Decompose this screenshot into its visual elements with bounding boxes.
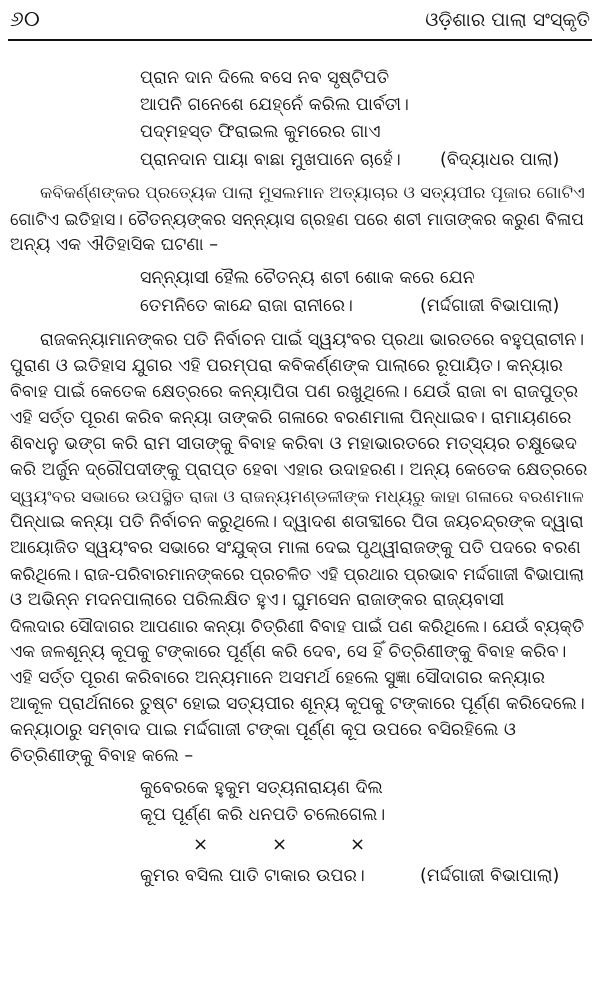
verse-line: ସନ୍ନ୍ୟାସୀ ହୈଲ ଚୈତନ୍ୟ ଶଚୀ ଶୋକ କରେ ଯେନ [140,268,475,288]
verse-line: ପଦ୍ମହସ୍ତ ଫିରାଇଲ କୁମରେର ଗାଏ [140,122,381,142]
paragraph-line: ଦିଲଦାର ସୌଦାଗର ଆପଣାର କନ୍ୟା ଚିତ୍ରିଣୀ ବିବାହ ପାଇଁ ପଣ କରିଥିଲେ। ଯେଉଁ ବ୍ୟକ୍ତି [10,616,585,636]
verse-attribution: (ବିଦ୍ୟାଧର ପାଲା) [440,150,560,170]
paragraph-line: ସ୍ୱୟଂବର ସଭାରେ ଉପସ୍ଥିତ ରାଜା ଓ ରାଜନ୍ୟମଣ୍ଡଳୀଙ୍କ ମଧ୍ୟରୁ କାହା ଗଳାରେ ବରଣମାଳ [10,486,584,506]
header-rule [8,39,592,41]
page-number: ୬୦ [10,7,40,32]
page-header [10,4,590,38]
verse-line: କୁବେରକେ ହୁକୁମ ସତ୍ୟନାରାୟଣ ଦିଲ [140,778,383,798]
paragraph-line: ଗୋଟିଏ ଇତିହାସ। ଚୈତନ୍ୟଙ୍କର ସନ୍ନ୍ୟାସ ଗ୍ରହଣ ପରେ ଶଚୀ ମାତାଙ୍କର କରୁଣ ବିଳାପ [10,209,584,229]
paragraph-line: ଏହି ସର୍ତ୍ତ ପୂରଣ କରିବାରେ ଅନ୍ୟମାନେ ଅସମର୍ଥ ହେଲେ ସୁଜ୍ଞା ସୌଦାଗର କନ୍ୟାର [10,668,545,688]
ellipsis-mark: × [350,834,366,855]
paragraph-line: ଅନ୍ୟ ଏକ ଐତିହାସିକ ଘଟଣା – [10,235,218,255]
paragraph-line: କରି ଅର୍ଜୁନ ଦ୍ରୌପଦୀଙ୍କୁ ପ୍ରାପ୍ତ ହେବା ଏହାର ଉଦାହରଣ। ଅନ୍ୟ କେତେକ କ୍ଷେତ୍ରରେ [10,460,588,480]
paragraph-line: କବିକର୍ଣ୍ଣଙ୍କର ପ୍ରତ୍ୟେକ ପାଲା ମୁସଲମାନ ଅତ୍ୟାଚାର ଓ ସତ୍ୟପୀର ପୂଜାର ଗୋଟିଏ [40,183,585,202]
verse-line: ପ୍ରାନଦାନ ପାୟା ବାଛା ମୁଖପାନେ ଚାହେଁ। [140,150,401,170]
paragraph-line: ଆକୂଳ ପ୍ରାର୍ଥନାରେ ତୁଷ୍ଟ ହୋଇ ସତ୍ୟପୀର ଶୂନ୍ୟ କୂପକୁ ଟଙ୍କାରେ ପୂର୍ଣ୍ଣ କରିଦେଲେ। [10,694,585,714]
verse-line: ପ୍ରାନ ଦାନ ଦିଲେ ବସେ ନବ ସୃଷ୍ଟିପତି [140,68,390,88]
ellipsis-mark: × [272,834,288,855]
paragraph-line: ଆୟୋଜିତ ସ୍ୱୟଂବର ସଭାରେ ସଂଯୁକ୍ତା ମାଳା ଦେଇ ପୃଥ୍ୱୀରାଜଙ୍କୁ ପତି ପଦରେ ବରଣ [10,538,581,558]
verse-attribution: (ମର୍ଦ୍ଦଗାଜୀ ବିଭାପାଲା) [420,296,560,316]
paragraph-line: ଶିବଧନୁ ଭଙ୍ଗ କରି ରାମ ସୀତାଙ୍କୁ ବିବାହ କରିବା ଓ ମହାଭାରତରେ ମତ୍ସ୍ୟର ଚକ୍ଷୁଭେଦ [10,434,577,454]
paragraph-line: ରାଜକନ୍ୟାମାନଙ୍କର ପତି ନିର୍ବାଚନ ପାଇଁ ସ୍ୱୟଂବର ପ୍ରଥା ଭାରତରେ ବହୁପ୍ରାଚୀନ। [40,330,585,350]
paragraph-line: ପୁରାଣ ଓ ଇତିହାସ ଯୁଗର ଏହି ପରମ୍ପରା କବିକର୍ଣ୍ଣଙ୍କ ପାଲାରେ ରୂପାୟିତ। କନ୍ୟାର [10,356,563,376]
paragraph-line: ଓ ଅଭିନ୍ନ ମଦନପାଲାରେ ପରିଲକ୍ଷିତ ହୁଏ। ଘୁମସେନ ରାଜାଙ୍କର ରାଜ୍ୟବାସୀ [10,590,505,610]
paragraph-line: ଏକ ଜଳଶୂନ୍ୟ କୂପକୁ ଟଙ୍କାରେ ପୂର୍ଣ୍ଣ କରି ଦେବ, ସେ ହିଁ ଚିତ୍ରିଣୀଙ୍କୁ ବିବାହ କରିବ। [10,642,567,662]
verse-attribution: (ମର୍ଦ୍ଦଗାଜୀ ବିଭାପାଲା) [420,866,560,886]
running-title: ଓଡ଼ିଶାର ପାଲା ସଂସ୍କୃତି [425,9,590,31]
verse-line: କୂପ ପୂର୍ଣ୍ଣ କରି ଧନପତି ଚଲେଗେଲ। [140,805,386,825]
paragraph-line: ଏହି ସର୍ତ୍ତ ପୂରଣ କରିବ କନ୍ୟା ତାଙ୍କରି ଗଳାରେ ବରଣମାଳା ପିନ୍ଧାଇବ। ରାମାୟଣରେ [10,408,572,428]
paragraph-line: ପିନ୍ଧାଇ କନ୍ୟା ପତି ନିର୍ବାଚନ କରୁଥିଲେ। ଦ୍ୱାଦଶ ଶତାବ୍ଦୀରେ ପିତା ଜୟଚନ୍ଦ୍ରଙ୍କ ଦ୍ୱାରା [10,512,584,532]
verse-line: କୁମର ବସିଲ ପାତି ଟାକାର ଉପର। [140,866,365,886]
paragraph-line: କରିଥିଲେ। ରାଜ-ପରିବାରମାନଙ୍କରେ ପ୍ରଚଳିତ ଏହି ପ୍ରଥାର ପ୍ରଭାବ ମର୍ଦ୍ଦଗାଜୀ ବିଭାପାଲା [10,564,585,584]
paragraph-line: ଚିତ୍ରିଣୀଙ୍କୁ ବିବାହ କଲେ – [10,746,194,766]
verse-line: ତେମନିତେ କାନ୍ଦେ ରାଜା ରାନୀରେ। [140,296,353,316]
paragraph-line: କନ୍ୟାଠାରୁ ସମ୍ବାଦ ପାଇ ମର୍ଦ୍ଦଗାଜୀ ଟଙ୍କା ପୂର୍ଣ୍ଣ କୂପ ଉପରେ ବସିରହିଲେ ଓ [10,720,516,740]
ellipsis-mark: × [193,834,209,855]
verse-line: ଆପନି ଗନେଶେ ଯେହ୍ନେଁ କରିଲ ପାର୍ବତୀ। [140,95,409,115]
paragraph-line: ବିବାହ ପାଇଁ କେତେକ କ୍ଷେତ୍ରରେ କନ୍ୟାପିତା ପଣ ରଖୁଥିଲେ। ଯେଉଁ ରାଜା ବା ରାଜପୁତ୍ର [10,382,579,402]
